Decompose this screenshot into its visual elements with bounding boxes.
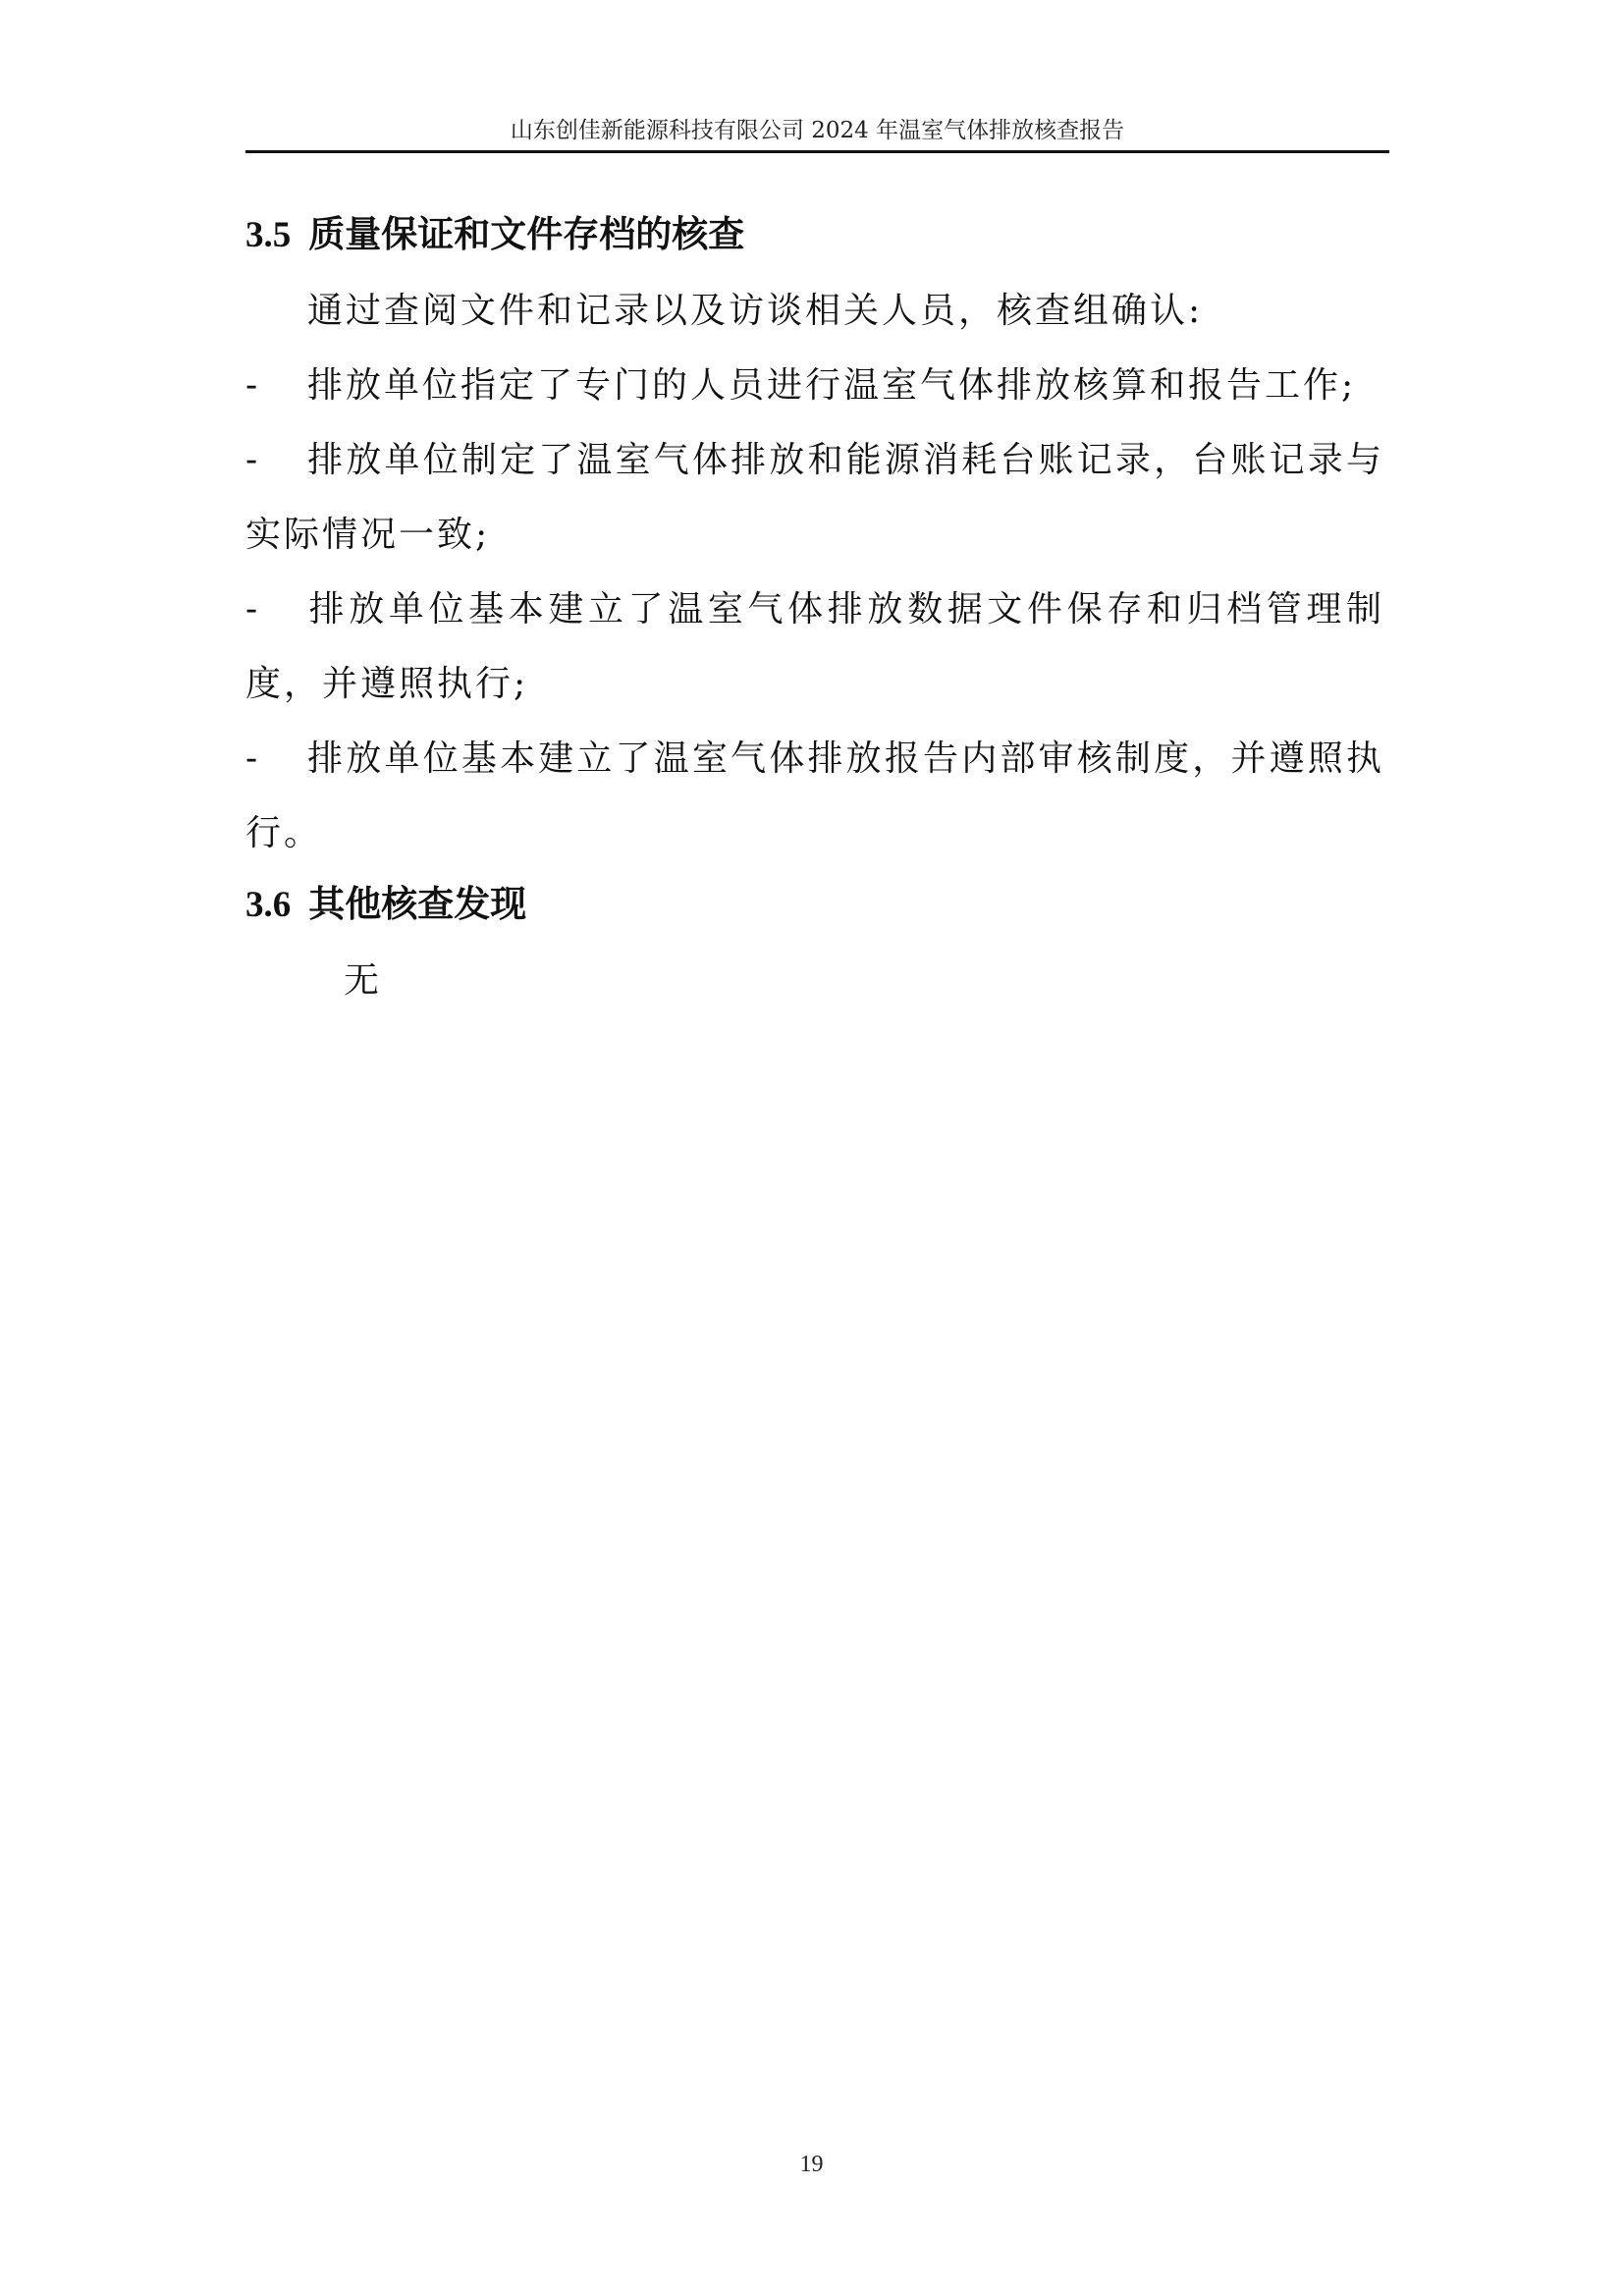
section-title: 其他核查发现 xyxy=(308,882,527,925)
page-header: 山东创佳新能源科技有限公司 2024 年温室气体排放核查报告 xyxy=(510,118,1125,143)
header-rule xyxy=(245,150,1389,153)
list-dash: - xyxy=(245,589,258,629)
section-heading-3-6 xyxy=(245,871,1384,940)
list-dash: - xyxy=(245,738,258,779)
section-heading-3-5 xyxy=(245,201,1384,270)
list-item xyxy=(245,722,1384,871)
section-number: 3.5 xyxy=(245,215,292,255)
list-item xyxy=(245,423,1384,573)
list-item xyxy=(245,573,1384,722)
list-item-text: 排放单位基本建立了温室气体排放报告内部审核制度，并遵照执行。 xyxy=(245,738,1384,853)
list-item-text: 排放单位基本建立了温室气体排放数据文件保存和归档管理制度，并遵照执行; xyxy=(245,589,1384,704)
list-dash: - xyxy=(245,440,258,480)
page-number: 19 xyxy=(799,2152,824,2177)
list-item xyxy=(245,349,1384,423)
list-dash: - xyxy=(245,365,258,406)
page-content xyxy=(245,201,1384,1018)
list-item-text: 排放单位制定了温室气体排放和能源消耗台账记录，台账记录与实际情况一致; xyxy=(245,440,1384,555)
section-title: 质量保证和文件存档的核查 xyxy=(308,212,745,255)
list-item-text: 排放单位指定了专门的人员进行温室气体排放核算和报告工作; xyxy=(307,365,1357,406)
intro-paragraph: 通过查阅文件和记录以及访谈相关人员，核查组确认: xyxy=(307,291,1204,331)
section-body: 无 xyxy=(344,960,383,1001)
section-number: 3.6 xyxy=(245,885,292,925)
